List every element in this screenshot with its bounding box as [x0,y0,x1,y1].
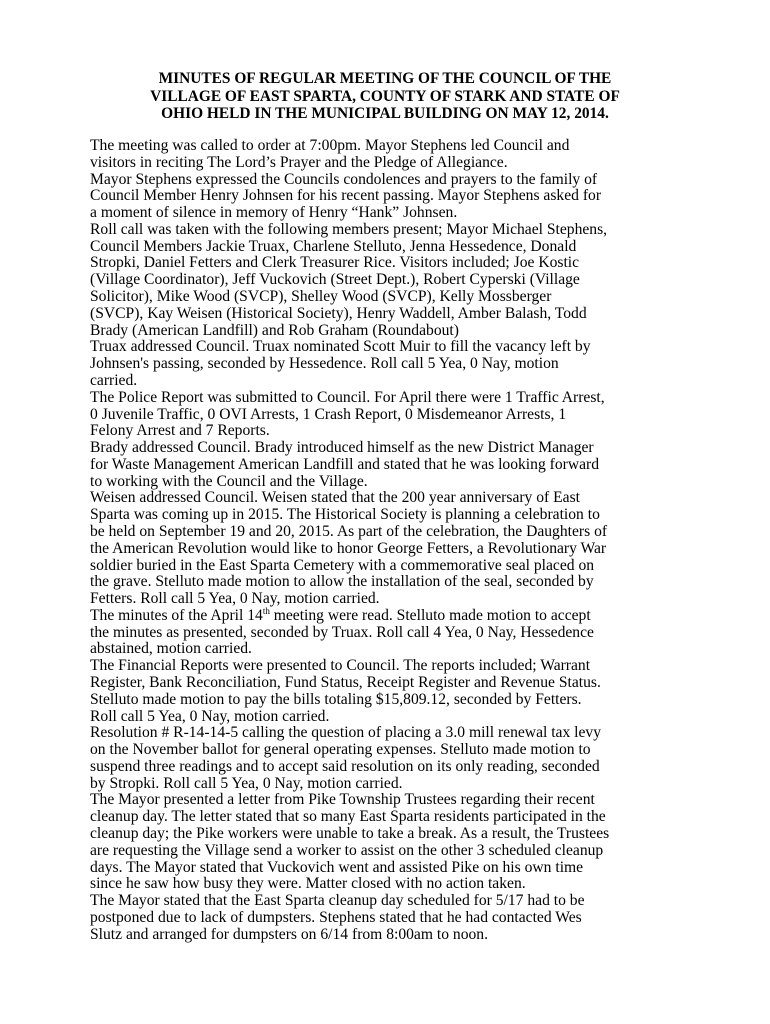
text-line: The Mayor presented a letter from Pike Township Trustees regarding their recent [90,791,595,809]
paragraph-financial-reports [90,658,710,725]
title-line-2: VILLAGE OF EAST SPARTA, COUNTY OF STARK AND STATE OF [150,87,620,105]
text-line: carried. [90,371,138,389]
paragraph-weisen [90,490,710,607]
paragraph-roll-call [90,222,710,339]
paragraph-condolences [90,172,710,222]
text-line: are requesting the Village send a worker to assist on the other 3 scheduled cleanup [90,841,604,859]
text-line: Sparta was coming up in 2015. The Historical Society is planning a celebration to [90,506,600,524]
text-line: soldier buried in the East Sparta Cemetery with a commemorative seal placed on [90,556,595,574]
text-line: Roll call was taken with the following members present; Mayor Michael Stephens, [90,220,608,238]
paragraph-truax-nomination [90,339,710,389]
text-line: by Stropki. Roll call 5 Yea, 0 Nay, motion carried. [90,774,403,792]
text-line [90,605,710,625]
text-line: visitors in reciting The Lord’s Prayer and the Pledge of Allegiance. [90,153,508,171]
text-line: suspend three readings and to accept said resolution on its only reading, seconded [90,757,600,775]
text-line: Mayor Stephens expressed the Councils condolences and prayers to the family of [90,170,598,188]
text-line: The Mayor stated that the East Sparta cleanup day scheduled for 5/17 had to be [90,892,585,910]
text-line: The Financial Reports were presented to Council. The reports included; Warrant [90,657,591,675]
text-line: (SVCP), Kay Weisen (Historical Society), Henry Waddell, Amber Balash, Todd [90,304,587,322]
text-line: abstained, motion carried. [90,640,252,658]
text-line: the American Revolution would like to honor George Fetters, a Revolutionary War [90,539,607,557]
text-line: Brady (American Landfill) and Rob Graham (Roundabout) [90,321,459,339]
document-title [90,70,680,123]
text-line: Roll call 5 Yea, 0 Nay, motion carried. [90,707,330,725]
text-line: Council Member Henry Johnsen for his recent passing. Mayor Stephens asked for [90,187,602,205]
document-body [90,138,710,944]
text-line: postponed due to lack of dumpsters. Stephens stated that he had contacted Wes [90,908,582,926]
text-line: Truax addressed Council. Truax nominated Scott Muir to fill the vacancy left by [90,338,591,356]
paragraph-police-report [90,390,710,440]
text-line: Resolution # R-14-14-5 calling the question of placing a 3.0 mill renewal tax levy [90,724,602,742]
paragraph-call-to-order [90,138,710,172]
paragraph-pike-letter [90,792,710,893]
title-line-3: OHIO HELD IN THE MUNICIPAL BUILDING ON MAY 12, 2014. [161,105,609,122]
text-line: The meeting was called to order at 7:00pm. Mayor Stephens led Council and [90,137,570,154]
text-line: days. The Mayor stated that Vuckovich went and assisted Pike on his own time [90,858,584,876]
text-line: 0 Juvenile Traffic, 0 OVI Arrests, 1 Crash Report, 0 Misdemeanor Arrests, 1 [90,405,567,423]
text-line: Solicitor), Mike Wood (SVCP), Shelley Wood (SVCP), Kelly Mossberger [90,288,552,306]
minutes-text-after: meeting were read. Stelluto made motion to accept [269,606,591,624]
text-line: a moment of silence in memory of Henry “Hank” Johnsen. [90,204,458,222]
text-line: Johnsen's passing, seconded by Hessedence. Roll call 5 Yea, 0 Nay, motion [90,355,559,373]
minutes-text-before: The minutes of the April 14 [90,606,263,624]
text-line: on the November ballot for general operating expenses. Stelluto made motion to [90,741,591,759]
text-line: be held on September 19 and 20, 2015. As part of the celebration, the Daughters of [90,522,608,540]
text-line: to working with the Council and the Village. [90,472,368,490]
text-line: cleanup day. The letter stated that so many East Sparta residents participated in the [90,808,606,826]
text-line: Brady addressed Council. Brady introduced himself as the new District Manager [90,439,594,457]
text-line: Stropki, Daniel Fetters and Clerk Treasurer Rice. Visitors included; Joe Kostic [90,254,580,272]
text-line: Fetters. Roll call 5 Yea, 0 Nay, motion carried. [90,590,380,608]
text-line: since he saw how busy they were. Matter closed with no action taken. [90,875,526,893]
text-line: Register, Bank Reconciliation, Fund Status, Receipt Register and Revenue Status. [90,674,601,691]
text-line: cleanup day; the Pike workers were unable to take a break. As a result, the Trustees [90,825,610,843]
title-line-1: MINUTES OF REGULAR MEETING OF THE COUNCIL OF THE [158,70,612,87]
text-line: the grave. Stelluto made motion to allow the installation of the seal, seconded by [90,573,594,591]
ordinal-suffix: th [262,605,270,616]
paragraph-minutes [90,605,710,658]
text-line: Slutz and arranged for dumpsters on 6/14 from 8:00am to noon. [90,925,488,943]
text-line: for Waste Management American Landfill and stated that he was looking forward [90,455,599,473]
text-line: Weisen addressed Council. Weisen stated that the 200 year anniversary of East [90,489,580,507]
paragraph-cleanup-day [90,893,710,943]
text-line: The Police Report was submitted to Council. For April there were 1 Traffic Arrest, [90,388,605,406]
text-line: Stelluto made motion to pay the bills totaling $15,809.12, seconded by Fetters. [90,690,582,708]
text-line: (Village Coordinator), Jeff Vuckovich (Street Dept.), Robert Cyperski (Village [90,271,580,289]
paragraph-brady [90,440,710,490]
text-line: Felony Arrest and 7 Reports. [90,422,270,440]
paragraph-resolution [90,725,710,792]
text-line: Council Members Jackie Truax, Charlene Stelluto, Jenna Hessedence, Donald [90,237,577,255]
text-line: the minutes as presented, seconded by Truax. Roll call 4 Yea, 0 Nay, Hessedence [90,623,594,641]
